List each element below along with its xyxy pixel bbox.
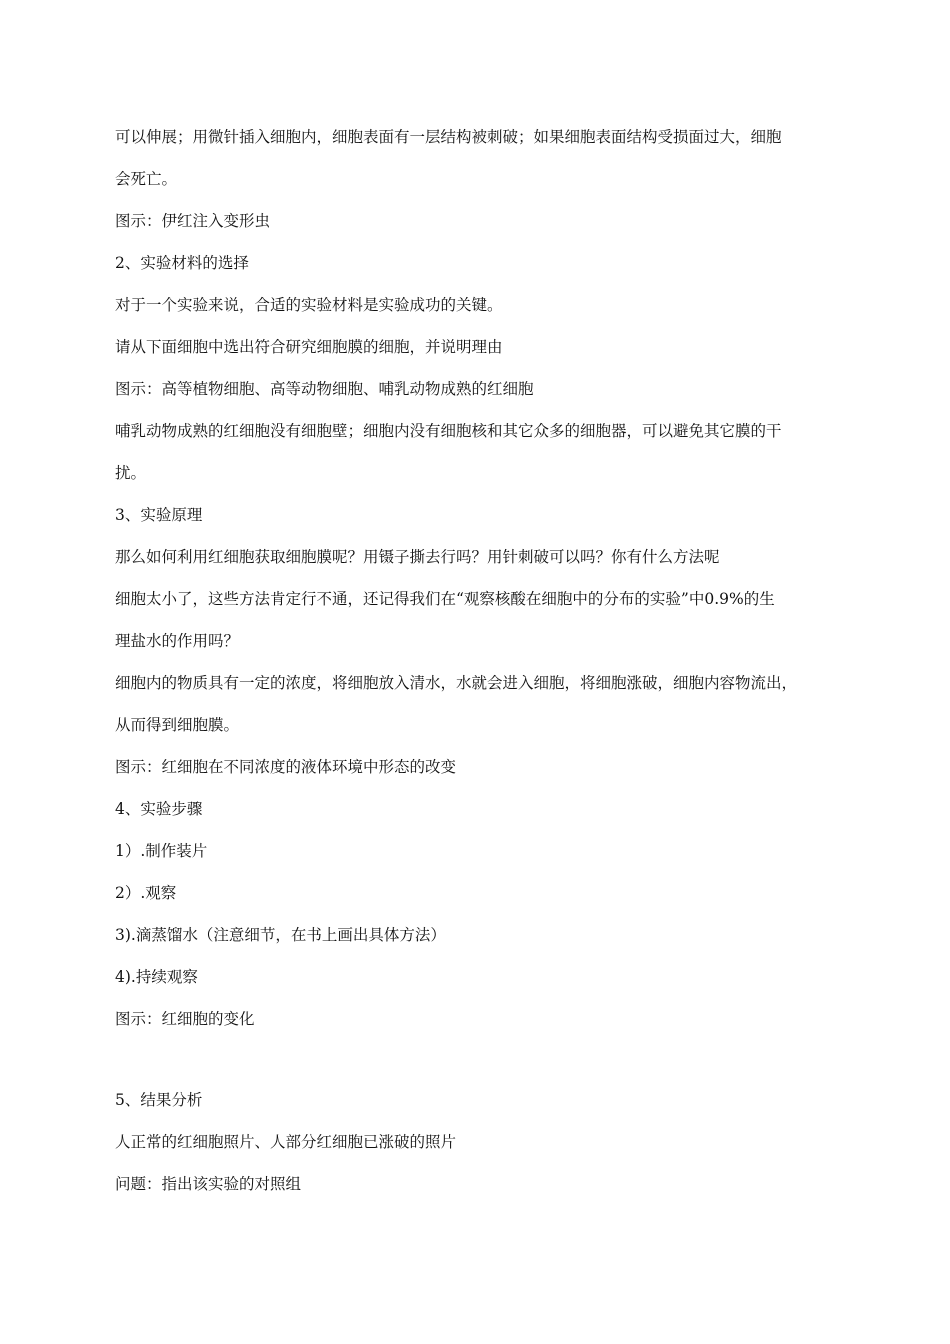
section-heading: 3、实验原理 xyxy=(115,506,203,524)
text-line: 可以伸展；用微针插入细胞内，细胞表面有一层结构被刺破；如果细胞表面结构受损面过大，细胞 xyxy=(115,128,782,146)
text-line: 那么如何利用红细胞获取细胞膜呢？用镊子撕去行吗？用针刺破可以吗？你有什么方法呢 xyxy=(115,548,720,566)
text-line: 请从下面细胞中选出符合研究细胞膜的细胞，并说明理由 xyxy=(115,338,503,356)
list-item: 3).滴蒸馏水（注意细节，在书上画出具体方法） xyxy=(115,926,446,944)
text-line: 问题：指出该实验的对照组 xyxy=(115,1175,302,1193)
text-line: 哺乳动物成熟的红细胞没有细胞壁；细胞内没有细胞核和其它众多的细胞器，可以避免其它膜的干 xyxy=(115,422,782,440)
list-item: 1）.制作装片 xyxy=(115,842,208,860)
text-line: 图示：红细胞的变化 xyxy=(115,1010,255,1028)
text-line: 对于一个实验来说，合适的实验材料是实验成功的关键。 xyxy=(115,296,503,314)
text-line: 细胞太小了，这些方法肯定行不通，还记得我们在“观察核酸在细胞中的分布的实验”中0.9%的生 xyxy=(115,590,775,608)
text-line: 图示：红细胞在不同浓度的液体环境中形态的改变 xyxy=(115,758,457,776)
text-line: 会死亡。 xyxy=(115,170,178,188)
list-item: 4).持续观察 xyxy=(115,968,198,986)
text-line: 人正常的红细胞照片、人部分红细胞已涨破的照片 xyxy=(115,1133,457,1151)
list-item: 2）.观察 xyxy=(115,884,177,902)
text-line: 理盐水的作用吗？ xyxy=(115,632,240,650)
text-line: 图示：伊红注入变形虫 xyxy=(115,212,271,230)
text-line: 细胞内的物质具有一定的浓度，将细胞放入清水，水就会进入细胞，将细胞涨破，细胞内容物流出， xyxy=(115,674,798,692)
section-heading: 5、结果分析 xyxy=(115,1091,203,1109)
text-line: 图示：高等植物细胞、高等动物细胞、哺乳动物成熟的红细胞 xyxy=(115,380,534,398)
section-heading: 4、实验步骤 xyxy=(115,800,203,818)
text-line: 从而得到细胞膜。 xyxy=(115,716,240,734)
section-heading: 2、实验材料的选择 xyxy=(115,254,249,272)
text-line: 扰。 xyxy=(115,464,147,482)
